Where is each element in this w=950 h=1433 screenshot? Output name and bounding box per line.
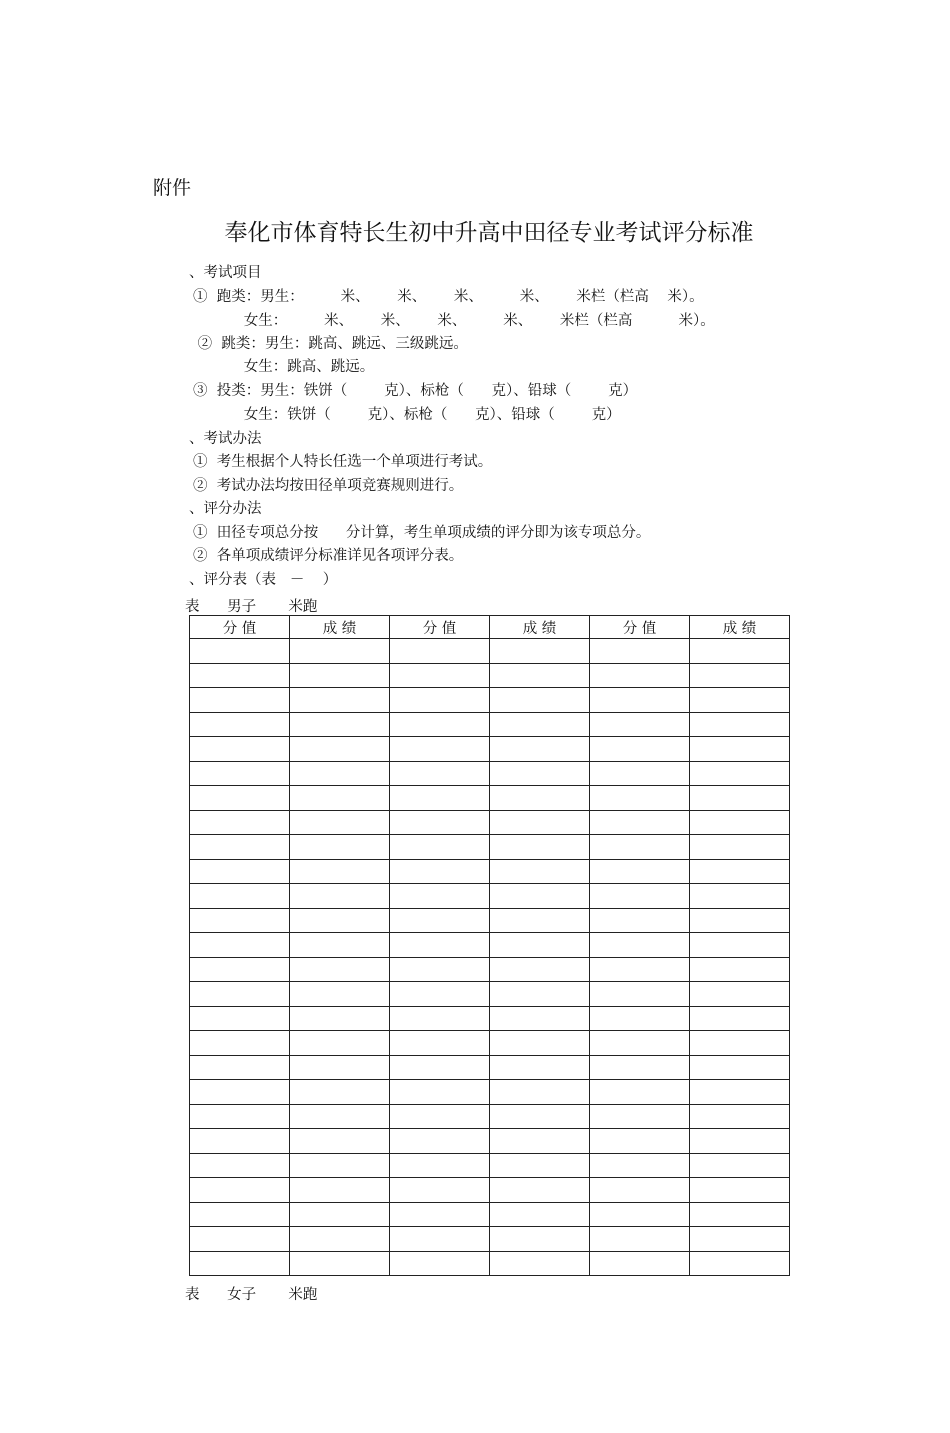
table-cell [590,810,690,835]
table-cell [590,1031,690,1056]
table-cell [690,933,790,958]
table-cell [290,1055,390,1080]
table-row [190,737,790,762]
jumping-women-line: 女生：跳高、跳远。 [193,359,375,375]
table-cell [490,982,590,1007]
table-cell [190,1251,290,1276]
table-cell [590,639,690,664]
table-cell [690,1080,790,1105]
table-cell [690,810,790,835]
table-cell [390,1178,490,1203]
table-cell [390,761,490,786]
table-cell [390,933,490,958]
table-row [190,810,790,835]
table-cell [290,1104,390,1129]
table-row [190,1227,790,1252]
table-cell [390,957,490,982]
table-cell [490,712,590,737]
table-cell [390,1202,490,1227]
table-cell [390,884,490,909]
table-cell [690,1153,790,1178]
table-row [190,1129,790,1154]
table-cell [390,1104,490,1129]
table-row [190,1153,790,1178]
table-cell [390,1153,490,1178]
table-caption-women: 表 女子 米跑 [185,1287,318,1303]
table-cell [190,1153,290,1178]
table-cell [290,982,390,1007]
table-cell [190,737,290,762]
table-cell [190,786,290,811]
method-item-2: ② 考试办法均按田径单项竞赛规则进行。 [193,478,464,494]
table-row [190,1031,790,1056]
table-cell [690,1104,790,1129]
table-cell [590,982,690,1007]
table-cell [190,639,290,664]
table-cell [690,1202,790,1227]
table-cell [390,1227,490,1252]
running-men-line: ① 跑类：男生： 米、 米、 米、 米、 米栏（栏高 米）。 [193,289,704,305]
table-cell [690,761,790,786]
table-row [190,957,790,982]
section-exam-items: 、考试项目 [189,265,262,281]
table-cell [490,761,590,786]
table-cell [590,737,690,762]
table-cell [690,1251,790,1276]
table-cell [190,1178,290,1203]
table-cell [490,737,590,762]
table-cell [190,663,290,688]
table-cell [290,933,390,958]
table-cell [290,1006,390,1031]
attachment-label: 附件 [153,177,192,199]
table-cell [490,1178,590,1203]
table-cell [290,639,390,664]
table-cell [490,1202,590,1227]
table-cell [190,1227,290,1252]
table-cell [490,1104,590,1129]
table-cell [390,688,490,713]
table-row [190,786,790,811]
table-cell [190,933,290,958]
table-header-row [190,616,790,639]
table-cell [490,1080,590,1105]
table-cell [590,1129,690,1154]
table-cell [290,786,390,811]
scoring-item-2: ② 各单项成绩评分标准详见各项评分表。 [193,548,464,564]
table-cell [490,688,590,713]
table-cell [690,1031,790,1056]
table-cell [590,712,690,737]
table-cell [290,1080,390,1105]
table-row [190,1080,790,1105]
table-cell [490,957,590,982]
table-cell [290,884,390,909]
table-cell [390,639,490,664]
scoring-item-1: ① 田径专项总分按 分计算，考生单项成绩的评分即为该专项总分。 [193,525,651,541]
table-cell [590,1227,690,1252]
table-cell [390,982,490,1007]
table-cell [690,737,790,762]
table-cell [290,1031,390,1056]
table-cell [490,1251,590,1276]
table-row [190,688,790,713]
table-cell [190,982,290,1007]
table-row [190,663,790,688]
table-cell [490,1129,590,1154]
table-cell [690,786,790,811]
table-row [190,1178,790,1203]
table-cell [290,835,390,860]
table-cell [690,1227,790,1252]
table-row [190,761,790,786]
header-score-1: 分 值 [190,616,290,639]
table-cell [590,761,690,786]
table-cell [490,908,590,933]
table-row [190,933,790,958]
table-cell [590,859,690,884]
table-cell [290,1178,390,1203]
table-row [190,835,790,860]
table-cell [490,1227,590,1252]
table-cell [590,1251,690,1276]
table-row [190,1006,790,1031]
table-cell [190,908,290,933]
header-score-2: 分 值 [390,616,490,639]
table-cell [590,1202,690,1227]
table-cell [390,1251,490,1276]
table-cell [190,1006,290,1031]
table-row [190,884,790,909]
table-cell [690,908,790,933]
table-cell [490,1153,590,1178]
table-row [190,859,790,884]
table-cell [190,761,290,786]
table-cell [290,908,390,933]
table-cell [490,1006,590,1031]
section-scoring-method: 、评分办法 [189,501,262,517]
table-cell [690,1129,790,1154]
table-cell [590,1006,690,1031]
table-cell [390,835,490,860]
table-cell [390,1031,490,1056]
table-cell [290,859,390,884]
page-title: 奉化市体育特长生初中升高中田径专业考试评分标准 [224,220,754,246]
table-cell [290,688,390,713]
table-cell [190,859,290,884]
table-cell [590,1178,690,1203]
table-cell [190,1080,290,1105]
table-cell [390,1129,490,1154]
table-cell [390,908,490,933]
table-cell [690,1178,790,1203]
table-cell [590,688,690,713]
section-exam-method: 、考试办法 [189,431,262,447]
header-result-1: 成 绩 [290,616,390,639]
table-cell [290,1251,390,1276]
table-cell [290,663,390,688]
jumping-men-line: ② 跳类：男生：跳高、跳远、三级跳远。 [193,336,468,352]
table-cell [590,908,690,933]
table-row [190,1055,790,1080]
table-row [190,1202,790,1227]
table-cell [590,835,690,860]
table-cell [490,859,590,884]
section-score-tables: 、评分表（表 － ） [189,572,338,588]
table-cell [190,1055,290,1080]
table-cell [190,688,290,713]
table-cell [290,1227,390,1252]
table-cell [590,1080,690,1105]
table-cell [290,761,390,786]
table-row [190,712,790,737]
table-row [190,1104,790,1129]
header-result-3: 成 绩 [690,616,790,639]
table-cell [290,712,390,737]
table-caption-men: 表 男子 米跑 [185,599,318,615]
header-score-3: 分 值 [590,616,690,639]
table-cell [190,957,290,982]
table-cell [190,1031,290,1056]
table-cell [390,1055,490,1080]
table-cell [690,884,790,909]
table-cell [690,957,790,982]
table-cell [290,957,390,982]
table-cell [190,1129,290,1154]
table-cell [590,1055,690,1080]
table-cell [590,663,690,688]
table-cell [590,884,690,909]
table-cell [190,1202,290,1227]
table-cell [290,737,390,762]
table-row [190,908,790,933]
table-cell [190,810,290,835]
throwing-women-line: 女生：铁饼（ 克）、标枪（ 克）、铅球（ 克） [193,407,621,423]
table-cell [590,1104,690,1129]
table-cell [190,884,290,909]
table-cell [490,933,590,958]
table-cell [690,859,790,884]
table-cell [390,859,490,884]
table-cell [390,1006,490,1031]
table-cell [390,810,490,835]
table-cell [490,835,590,860]
table-cell [490,1055,590,1080]
table-cell [590,786,690,811]
table-row [190,982,790,1007]
table-row [190,639,790,664]
table-row [190,1251,790,1276]
table-cell [190,712,290,737]
running-women-line: 女生： 米、 米、 米、 米、 米栏（栏高 米）。 [193,313,715,329]
table-cell [590,1153,690,1178]
table-cell [390,737,490,762]
table-cell [690,688,790,713]
table-cell [590,957,690,982]
table-cell [490,1031,590,1056]
header-result-2: 成 绩 [490,616,590,639]
table-cell [490,810,590,835]
table-cell [290,1153,390,1178]
table-cell [390,786,490,811]
table-cell [290,1202,390,1227]
table-cell [690,1055,790,1080]
table-cell [190,1104,290,1129]
table-cell [390,663,490,688]
table-cell [690,1006,790,1031]
table-cell [490,663,590,688]
table-cell [190,835,290,860]
table-cell [690,835,790,860]
method-item-1: ① 考生根据个人特长任选一个单项进行考试。 [193,454,493,470]
throwing-men-line: ③ 投类：男生：铁饼（ 克）、标枪（ 克）、铅球（ 克） [193,383,638,399]
table-cell [290,810,390,835]
table-cell [390,712,490,737]
table-cell [290,1129,390,1154]
table-cell [690,663,790,688]
table-cell [690,639,790,664]
table-cell [490,786,590,811]
table-cell [490,884,590,909]
table-cell [490,639,590,664]
table-cell [690,982,790,1007]
table-cell [590,933,690,958]
table-cell [690,712,790,737]
score-table-men [189,615,790,1276]
table-cell [390,1080,490,1105]
